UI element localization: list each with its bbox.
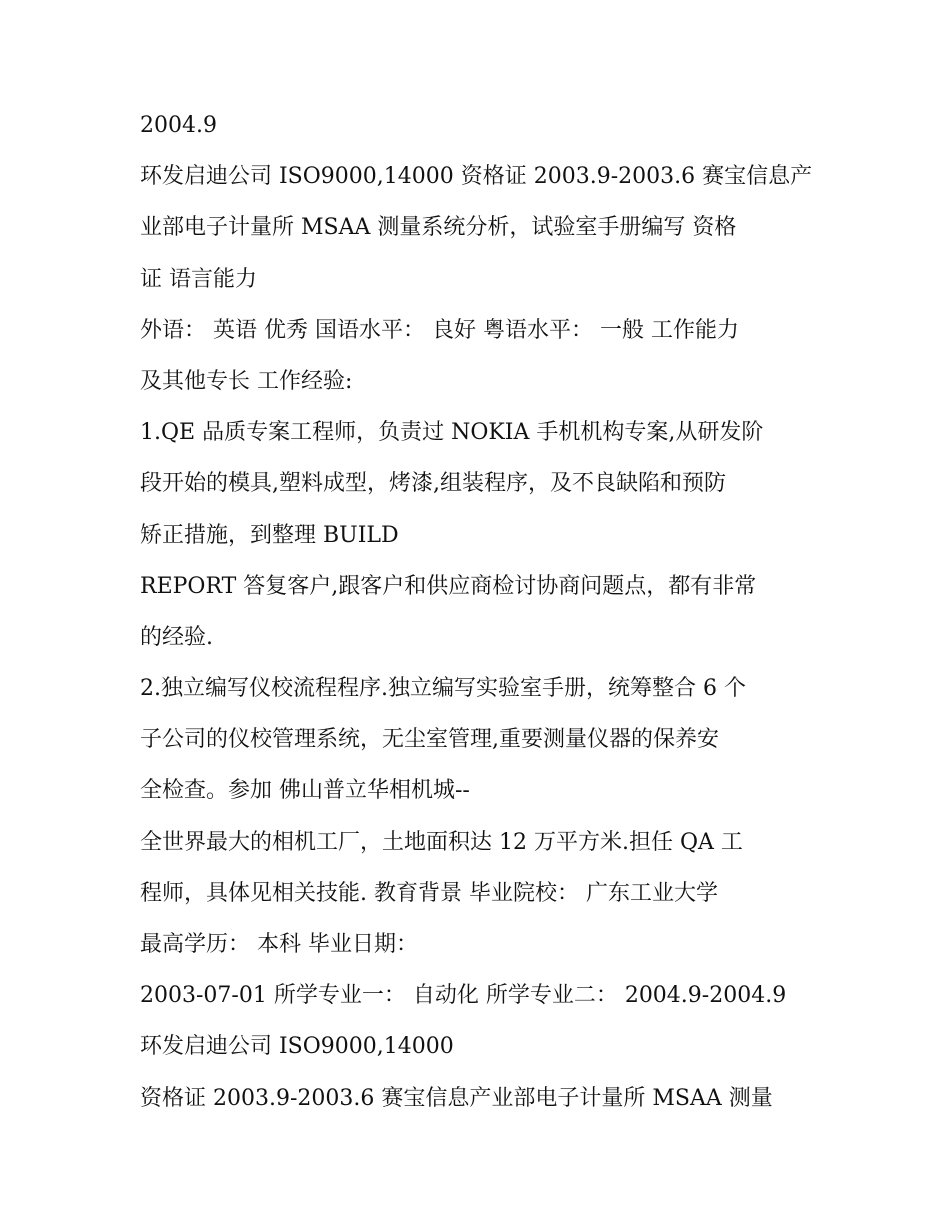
text-line: 环发启迪公司 ISO9000,14000 (140, 1034, 454, 1060)
text-line: 段开始的模具,塑料成型，烤漆,组装程序，及不良缺陷和预防 (140, 471, 726, 497)
text-line: 2.独立编写仪校流程程序.独立编写实验室手册，统筹整合 6 个 (140, 676, 746, 702)
text-line: 环发启迪公司 ISO9000,14000 资格证 2003.9-2003.6 赛宝信息产 (140, 164, 813, 190)
text-line: 程师，具体见相关技能. 教育背景 毕业院校： 广东工业大学 (140, 880, 718, 906)
text-line: 子公司的仪校管理系统，无尘室管理,重要测量仪器的保养安 (140, 727, 719, 753)
text-line: 2004.9 (140, 113, 217, 138)
text-line: 2003-07-01 所学专业一： 自动化 所学专业二： 2004.9-2004.9 (140, 983, 787, 1009)
text-line: 证 语言能力 (140, 266, 257, 292)
text-line: 最高学历： 本科 毕业日期： (140, 932, 418, 957)
document-body (140, 100, 820, 1124)
text-line: 1.QE 品质专案工程师，负责过 NOKIA 手机机构专案,从研发阶 (140, 420, 764, 446)
text-line: 资格证 2003.9-2003.6 赛宝信息产业部电子计量所 MSAA 测量 (140, 1085, 773, 1111)
text-line: 及其他专长 工作经验: (140, 368, 353, 394)
text-line: 的经验. (140, 624, 213, 650)
text-line: 全检查。参加 佛山普立华相机城-- (140, 778, 470, 804)
text-line: 外语： 英语 优秀 国语水平： 良好 粤语水平： 一般 工作能力 (140, 317, 739, 343)
text-line: 业部电子计量所 MSAA 测量系统分析，试验室手册编写 资格 (140, 215, 737, 241)
text-line: 矫正措施，到整理 BUILD (140, 522, 399, 548)
text-line: 全世界最大的相机工厂，土地面积达 12 万平方米.担任 QA 工 (140, 829, 743, 855)
text-line: REPORT 答复客户,跟客户和供应商检讨协商问题点，都有非常 (140, 573, 757, 599)
